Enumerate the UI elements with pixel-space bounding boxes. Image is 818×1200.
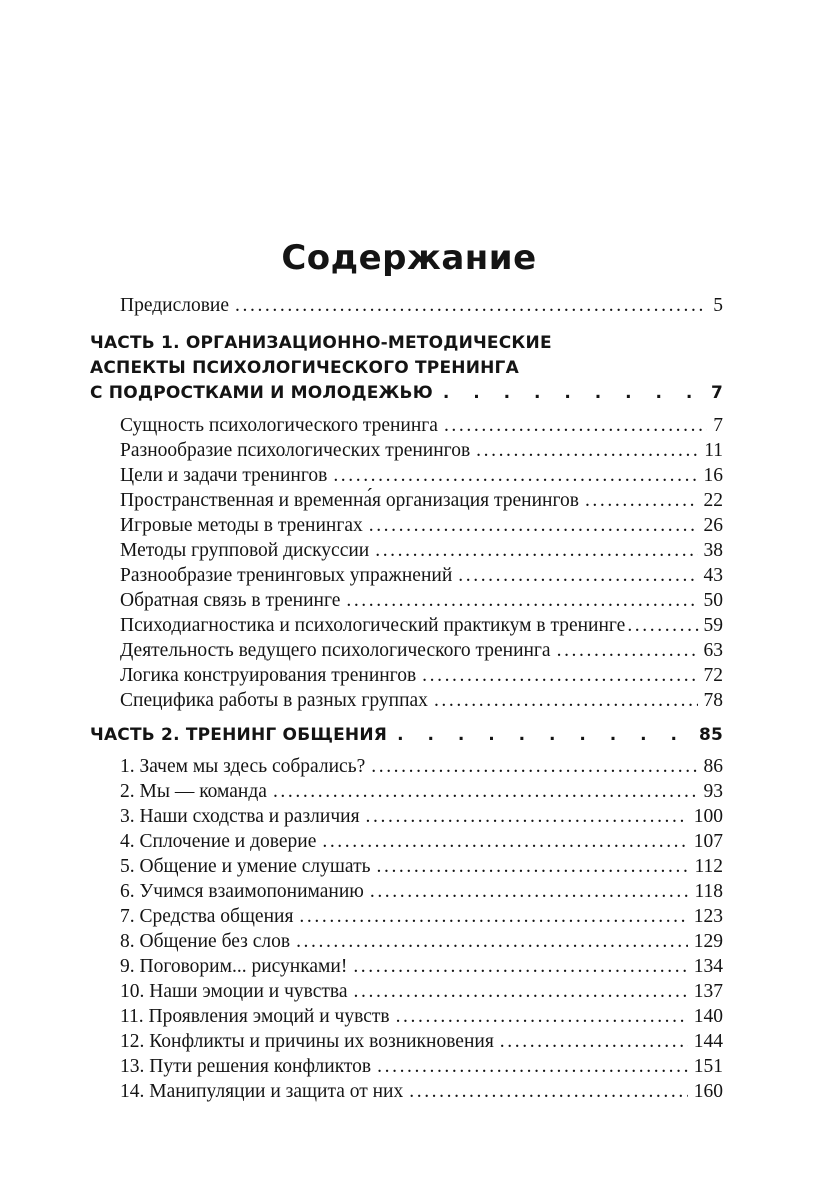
toc-entry-label: 12. Конфликты и причины их возникновения [120, 1031, 494, 1052]
dot-leader [377, 854, 689, 879]
toc-entry-label: Цели и задачи тренингов [120, 465, 328, 486]
toc-entry[interactable] [120, 563, 723, 588]
toc-entry-label: 6. Учимся взаимопониманию [120, 881, 364, 902]
part-1-heading-line-2: АСПЕКТЫ ПСИХОЛОГИЧЕСКОГО ТРЕНИНГА [90, 358, 519, 378]
toc-entry-page: 140 [693, 1006, 723, 1027]
dot-leader [296, 929, 688, 954]
dot-leader [500, 1029, 688, 1054]
toc-entry[interactable] [120, 513, 723, 538]
toc-entry-label: 7. Средства общения [120, 906, 294, 927]
toc-entry-page: 137 [693, 981, 723, 1002]
toc-entry-page: 5 [713, 295, 723, 316]
toc-entry-label: 9. Поговорим... рисунками! [120, 956, 348, 977]
dot-leader [444, 413, 707, 438]
dot-leader [354, 979, 688, 1004]
toc-entry[interactable] [120, 1029, 723, 1054]
toc-entry[interactable] [120, 588, 723, 613]
toc-entry[interactable] [120, 488, 723, 513]
toc-entry-page: 59 [703, 615, 723, 636]
dot-leader [322, 829, 687, 854]
dot-leader [299, 904, 687, 929]
dot-leader [353, 954, 687, 979]
toc-entry-page: 86 [703, 756, 723, 777]
dot-leader [476, 438, 698, 463]
toc-entry-label: Логика конструирования тренингов [120, 665, 417, 686]
dot-leader [458, 563, 697, 588]
toc-entry[interactable] [120, 829, 723, 854]
toc-entry[interactable] [120, 754, 723, 779]
dot-leader [370, 879, 689, 904]
toc-entry-page: 129 [693, 931, 723, 952]
toc-entry-label: 1. Зачем мы здесь собрались? [120, 756, 366, 777]
dot-leader [409, 1079, 688, 1104]
part-1-heading-line-1: ЧАСТЬ 1. ОРГАНИЗАЦИОННО-МЕТОДИЧЕСКИЕ [90, 333, 552, 353]
toc-entry-label: Психодиагностика и психологический практикум в тренинге [120, 615, 626, 636]
toc-entry[interactable] [120, 779, 723, 804]
toc-entry[interactable] [120, 1079, 723, 1104]
dot-leader [396, 1004, 688, 1029]
part-2-heading-text: ЧАСТЬ 2. ТРЕНИНГ ОБЩЕНИЯ [90, 725, 388, 745]
toc-entry-label: 14. Манипуляции и защита от них [120, 1081, 404, 1102]
toc-entry-label: 11. Проявления эмоций и чувств [120, 1006, 390, 1027]
toc-entry[interactable] [120, 954, 723, 979]
toc-entry-label: Разнообразие тренинговых упражнений [120, 565, 453, 586]
toc-entry-page: 50 [703, 590, 723, 611]
toc-entry[interactable] [120, 413, 723, 438]
dot-leader [627, 613, 701, 638]
toc-entry[interactable] [120, 1004, 723, 1029]
toc-entry[interactable] [120, 688, 723, 713]
toc-entry-label: Пространственная и временна́я организация тренингов [120, 490, 579, 511]
toc-entry-label: 10. Наши эмоции и чувства [120, 981, 348, 1002]
toc-entry-page: 93 [703, 781, 723, 802]
toc-entry-label: 5. Общение и умение слушать [120, 856, 371, 877]
toc-entry-page: 72 [703, 665, 723, 686]
dot-leader [369, 513, 698, 538]
toc-entry-label: Деятельность ведущего психологического тренинга [120, 640, 551, 661]
dot-leader [273, 779, 698, 804]
dot-leader [443, 380, 701, 406]
toc-entry[interactable] [120, 979, 723, 1004]
toc-entry[interactable] [120, 1054, 723, 1079]
dot-leader [422, 663, 697, 688]
toc-entry-preface[interactable] [120, 293, 723, 318]
toc-entry[interactable] [120, 879, 723, 904]
dot-leader [366, 804, 688, 829]
toc-entry-page: 144 [693, 1031, 723, 1052]
toc-entry-label: Разнообразие психологических тренингов [120, 440, 471, 461]
toc-entry-page: 11 [704, 440, 723, 461]
toc-entry-page: 22 [703, 490, 723, 511]
toc-entry[interactable] [120, 854, 723, 879]
toc-entry[interactable] [120, 929, 723, 954]
dot-leader [585, 488, 698, 513]
toc-entry-label: Предисловие [120, 295, 230, 316]
dot-leader [371, 754, 697, 779]
toc-entry[interactable] [120, 663, 723, 688]
toc-entry[interactable] [120, 804, 723, 829]
toc-entry-label: Методы групповой дискуссии [120, 540, 370, 561]
toc-entry-label: Специфика работы в разных группах [120, 690, 428, 711]
toc-entry[interactable] [120, 463, 723, 488]
toc-entry[interactable] [120, 904, 723, 929]
part-1-page: 7 [710, 383, 723, 403]
dot-leader [346, 588, 697, 613]
part-2-heading[interactable] [90, 722, 723, 748]
dot-leader [434, 688, 698, 713]
dot-leader [397, 722, 689, 748]
dot-leader [377, 1054, 688, 1079]
toc-entry-label: 3. Наши сходства и различия [120, 806, 360, 827]
toc-entry-label: Сущность психологического тренинга [120, 415, 438, 436]
toc-entry-page: 100 [693, 806, 723, 827]
toc-entry-page: 134 [693, 956, 723, 977]
toc-entry-label: 2. Мы — команда [120, 781, 267, 802]
toc-entry-page: 63 [703, 640, 723, 661]
toc-entry-page: 123 [693, 906, 723, 927]
toc-entry-label: 4. Сплочение и доверие [120, 831, 317, 852]
part-1-heading[interactable] [90, 380, 723, 406]
page-title: Содержание [281, 238, 537, 278]
dot-leader [235, 293, 707, 318]
toc-entry-page: 151 [693, 1056, 723, 1077]
toc-entry[interactable] [120, 638, 723, 663]
toc-entry-page: 26 [703, 515, 723, 536]
toc-entry[interactable] [120, 538, 723, 563]
dot-leader [333, 463, 697, 488]
toc-entry-page: 112 [694, 856, 723, 877]
toc-entry-page: 107 [693, 831, 723, 852]
toc-entry-page: 38 [703, 540, 723, 561]
toc-entry-label: Игровые методы в тренингах [120, 515, 363, 536]
toc-entry-label: Обратная связь в тренинге [120, 590, 341, 611]
dot-leader [375, 538, 697, 563]
toc-entry-page: 43 [703, 565, 723, 586]
toc-entry-page: 78 [703, 690, 723, 711]
toc-entry-page: 118 [694, 881, 723, 902]
dot-leader [557, 638, 698, 663]
toc-entry-page: 16 [703, 465, 723, 486]
part-2-page: 85 [698, 725, 723, 745]
toc-entry-page: 7 [713, 415, 723, 436]
toc-entry-label: 13. Пути решения конфликтов [120, 1056, 372, 1077]
toc-entry[interactable] [120, 613, 723, 638]
part-1-heading-line-3: С ПОДРОСТКАМИ И МОЛОДЕЖЬЮ [90, 383, 433, 403]
toc-entry-label: 8. Общение без слов [120, 931, 291, 952]
toc-entry-page: 160 [693, 1081, 723, 1102]
toc-entry[interactable] [120, 438, 723, 463]
